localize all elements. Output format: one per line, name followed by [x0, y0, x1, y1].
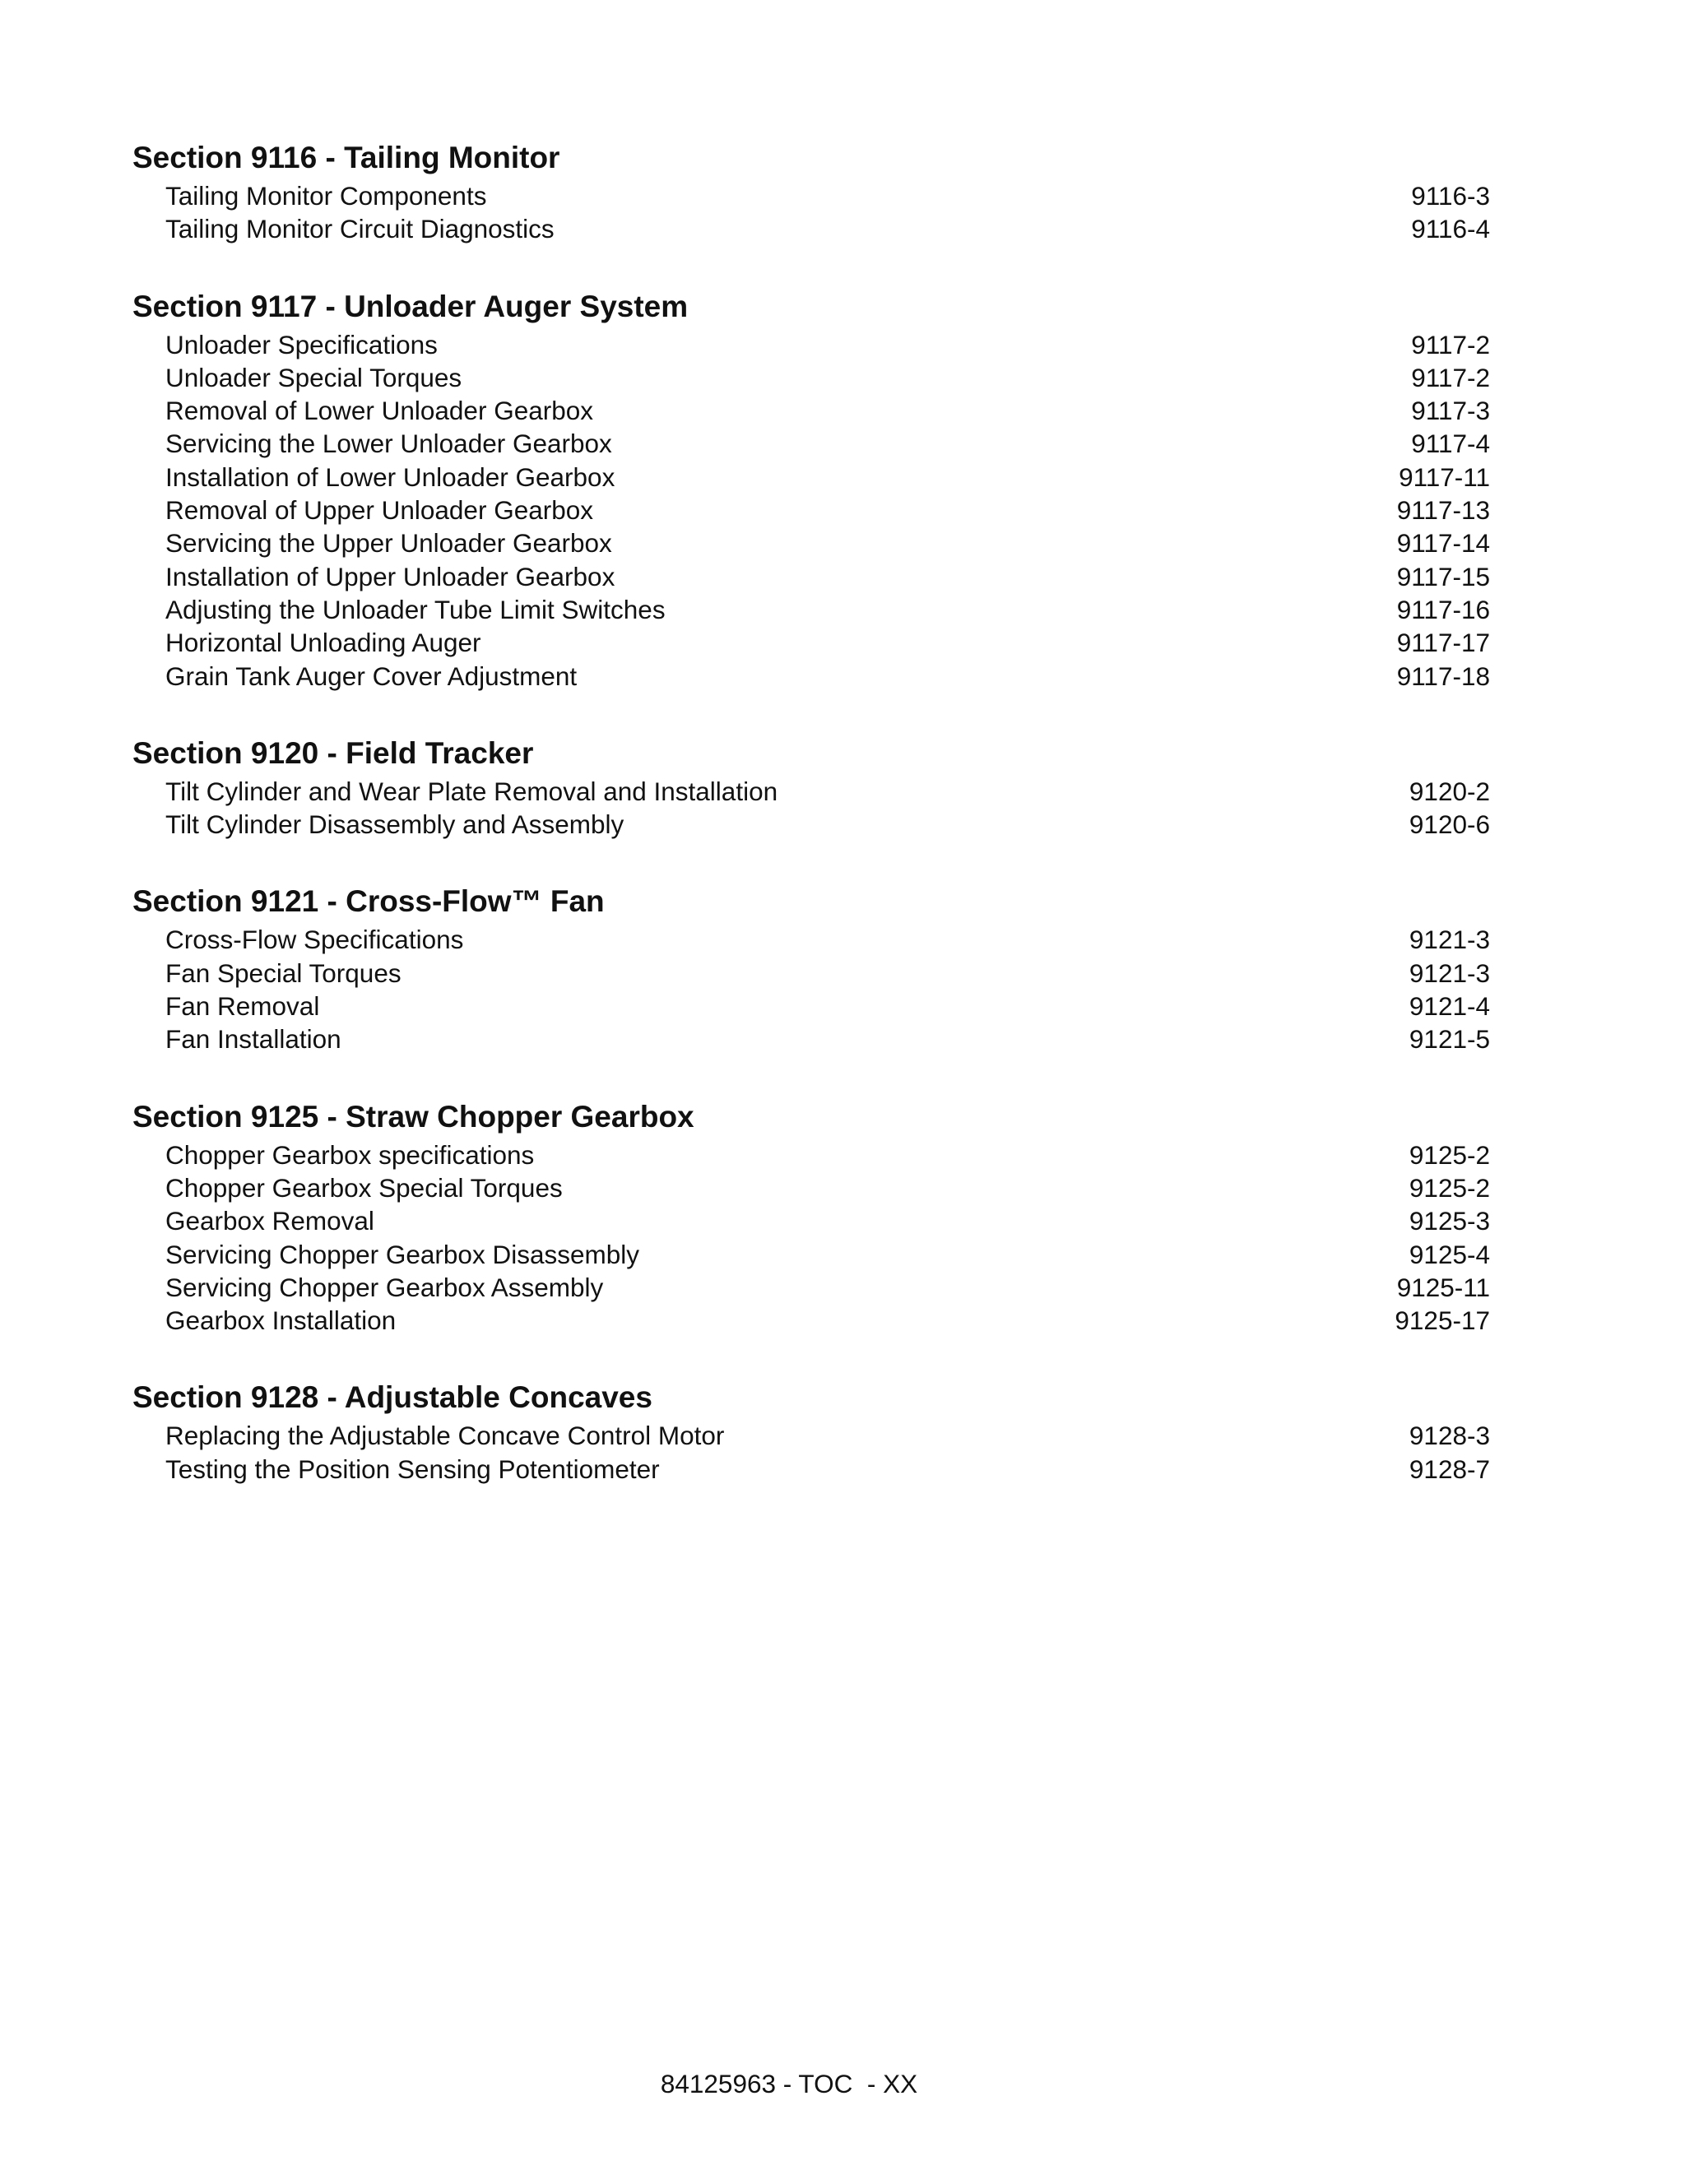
toc-section	[132, 285, 1490, 693]
entry-title: Fan Removal	[165, 991, 320, 1022]
toc-section	[132, 880, 1490, 1055]
toc-entry[interactable]	[165, 1419, 1490, 1452]
entry-page-number: 9117-11	[1399, 461, 1490, 492]
entry-title: Servicing the Upper Unloader Gearbox	[165, 528, 612, 559]
entry-page-number: 9117-15	[1396, 561, 1490, 591]
entry-title: Servicing Chopper Gearbox Assembly	[165, 1272, 604, 1302]
toc-entry[interactable]	[165, 1138, 1490, 1171]
entry-title: Grain Tank Auger Cover Adjustment	[165, 661, 578, 691]
entry-page-number: 9117-2	[1411, 329, 1490, 359]
entry-title: Servicing the Lower Unloader Gearbox	[165, 429, 612, 459]
toc-entry[interactable]	[165, 461, 1490, 494]
entry-title: Unloader Special Torques	[165, 362, 462, 392]
entry-title: Adjusting the Unloader Tube Limit Switches	[165, 594, 666, 624]
entry-title: Fan Special Torques	[165, 958, 402, 988]
entry-title: Servicing Chopper Gearbox Disassembly	[165, 1239, 639, 1269]
entry-title: Removal of Lower Unloader Gearbox	[165, 396, 594, 426]
toc-section	[132, 732, 1490, 842]
section-title: Section 9120 - Field Tracker	[132, 735, 534, 770]
toc-entry[interactable]	[165, 1453, 1490, 1486]
entry-title: Tilt Cylinder Disassembly and Assembly	[165, 809, 624, 840]
entry-title: Tilt Cylinder and Wear Plate Removal and Installation	[165, 776, 778, 806]
entry-page-number: 9117-2	[1411, 362, 1490, 392]
toc-entry[interactable]	[165, 1271, 1490, 1304]
entry-page-number: 9117-14	[1396, 528, 1490, 559]
entry-title: Installation of Lower Unloader Gearbox	[165, 461, 615, 492]
toc-entry[interactable]	[165, 1304, 1490, 1337]
toc-entry[interactable]	[165, 1022, 1490, 1055]
toc-entry[interactable]	[165, 212, 1490, 245]
entry-title: Testing the Position Sensing Potentiometer	[165, 1454, 660, 1484]
entry-title: Cross-Flow Specifications	[165, 925, 464, 955]
toc-entry[interactable]	[165, 328, 1490, 361]
entry-title: Tailing Monitor Components	[165, 181, 487, 211]
entry-page-number: 9117-17	[1396, 628, 1490, 658]
entry-title: Gearbox Removal	[165, 1206, 374, 1236]
entry-title: Replacing the Adjustable Concave Control Motor	[165, 1421, 725, 1451]
toc-entry[interactable]	[165, 526, 1490, 559]
section-title: Section 9116 - Tailing Monitor	[132, 141, 560, 174]
toc-entry[interactable]	[165, 394, 1490, 427]
entry-page-number: 9116-4	[1411, 214, 1490, 244]
entry-page-number: 9117-18	[1396, 661, 1490, 691]
entry-page-number: 9121-4	[1409, 991, 1490, 1022]
section-title: Section 9128 - Adjustable Concaves	[132, 1380, 652, 1415]
entry-page-number: 9120-2	[1409, 776, 1490, 806]
toc-entry[interactable]	[165, 775, 1490, 808]
entry-title: Unloader Specifications	[165, 329, 438, 359]
entry-page-number: 9121-3	[1409, 925, 1490, 955]
entry-title: Horizontal Unloading Auger	[165, 628, 481, 658]
section-title: Section 9121 - Cross-Flow™ Fan	[132, 884, 605, 919]
entry-page-number: 9117-13	[1396, 495, 1490, 526]
toc-entry[interactable]	[165, 179, 1490, 212]
entry-page-number: 9125-4	[1409, 1239, 1490, 1269]
entry-title: Chopper Gearbox Special Torques	[165, 1172, 563, 1203]
toc-entry[interactable]	[165, 808, 1490, 841]
page-footer: 84125963 - TOC - XX	[660, 2069, 918, 2098]
toc-entry[interactable]	[165, 1171, 1490, 1204]
entry-page-number: 9121-5	[1409, 1024, 1490, 1055]
toc-entry[interactable]	[165, 990, 1490, 1022]
entry-title: Installation of Upper Unloader Gearbox	[165, 561, 615, 591]
entry-page-number: 9120-6	[1409, 809, 1490, 840]
toc-entry[interactable]	[165, 660, 1490, 693]
entry-page-number: 9125-2	[1409, 1172, 1490, 1203]
section-title: Section 9125 - Straw Chopper Gearbox	[132, 1099, 694, 1134]
toc-section	[132, 1096, 1490, 1338]
toc-entry[interactable]	[165, 427, 1490, 460]
entry-page-number: 9128-3	[1409, 1421, 1490, 1451]
entry-page-number: 9117-4	[1411, 429, 1490, 459]
toc-entry[interactable]	[165, 361, 1490, 394]
toc-entry[interactable]	[165, 593, 1490, 626]
section-title: Section 9117 - Unloader Auger System	[132, 289, 689, 323]
entry-page-number: 9125-11	[1396, 1272, 1490, 1302]
entry-page-number: 9117-16	[1396, 594, 1490, 624]
entry-title: Tailing Monitor Circuit Diagnostics	[165, 214, 555, 244]
toc-entry[interactable]	[165, 1204, 1490, 1237]
entry-page-number: 9121-3	[1409, 958, 1490, 988]
toc-entry[interactable]	[165, 626, 1490, 659]
entry-title: Chopper Gearbox specifications	[165, 1139, 535, 1170]
toc-entry[interactable]	[165, 957, 1490, 990]
entry-page-number: 9117-3	[1411, 396, 1490, 426]
toc-entry[interactable]	[165, 494, 1490, 526]
entry-title: Gearbox Installation	[165, 1305, 397, 1336]
entry-page-number: 9125-17	[1395, 1305, 1490, 1336]
entry-page-number: 9116-3	[1411, 181, 1490, 211]
toc-entry[interactable]	[165, 560, 1490, 593]
toc-entry[interactable]	[165, 923, 1490, 956]
entry-page-number: 9125-2	[1409, 1139, 1490, 1170]
entry-title: Fan Installation	[165, 1024, 341, 1055]
toc-entry[interactable]	[165, 1238, 1490, 1271]
entry-title: Removal of Upper Unloader Gearbox	[165, 495, 594, 526]
entry-page-number: 9128-7	[1409, 1454, 1490, 1484]
entry-page-number: 9125-3	[1409, 1206, 1490, 1236]
toc-section	[132, 1376, 1490, 1486]
toc-section	[132, 137, 1490, 246]
table-of-contents	[132, 137, 1490, 1525]
